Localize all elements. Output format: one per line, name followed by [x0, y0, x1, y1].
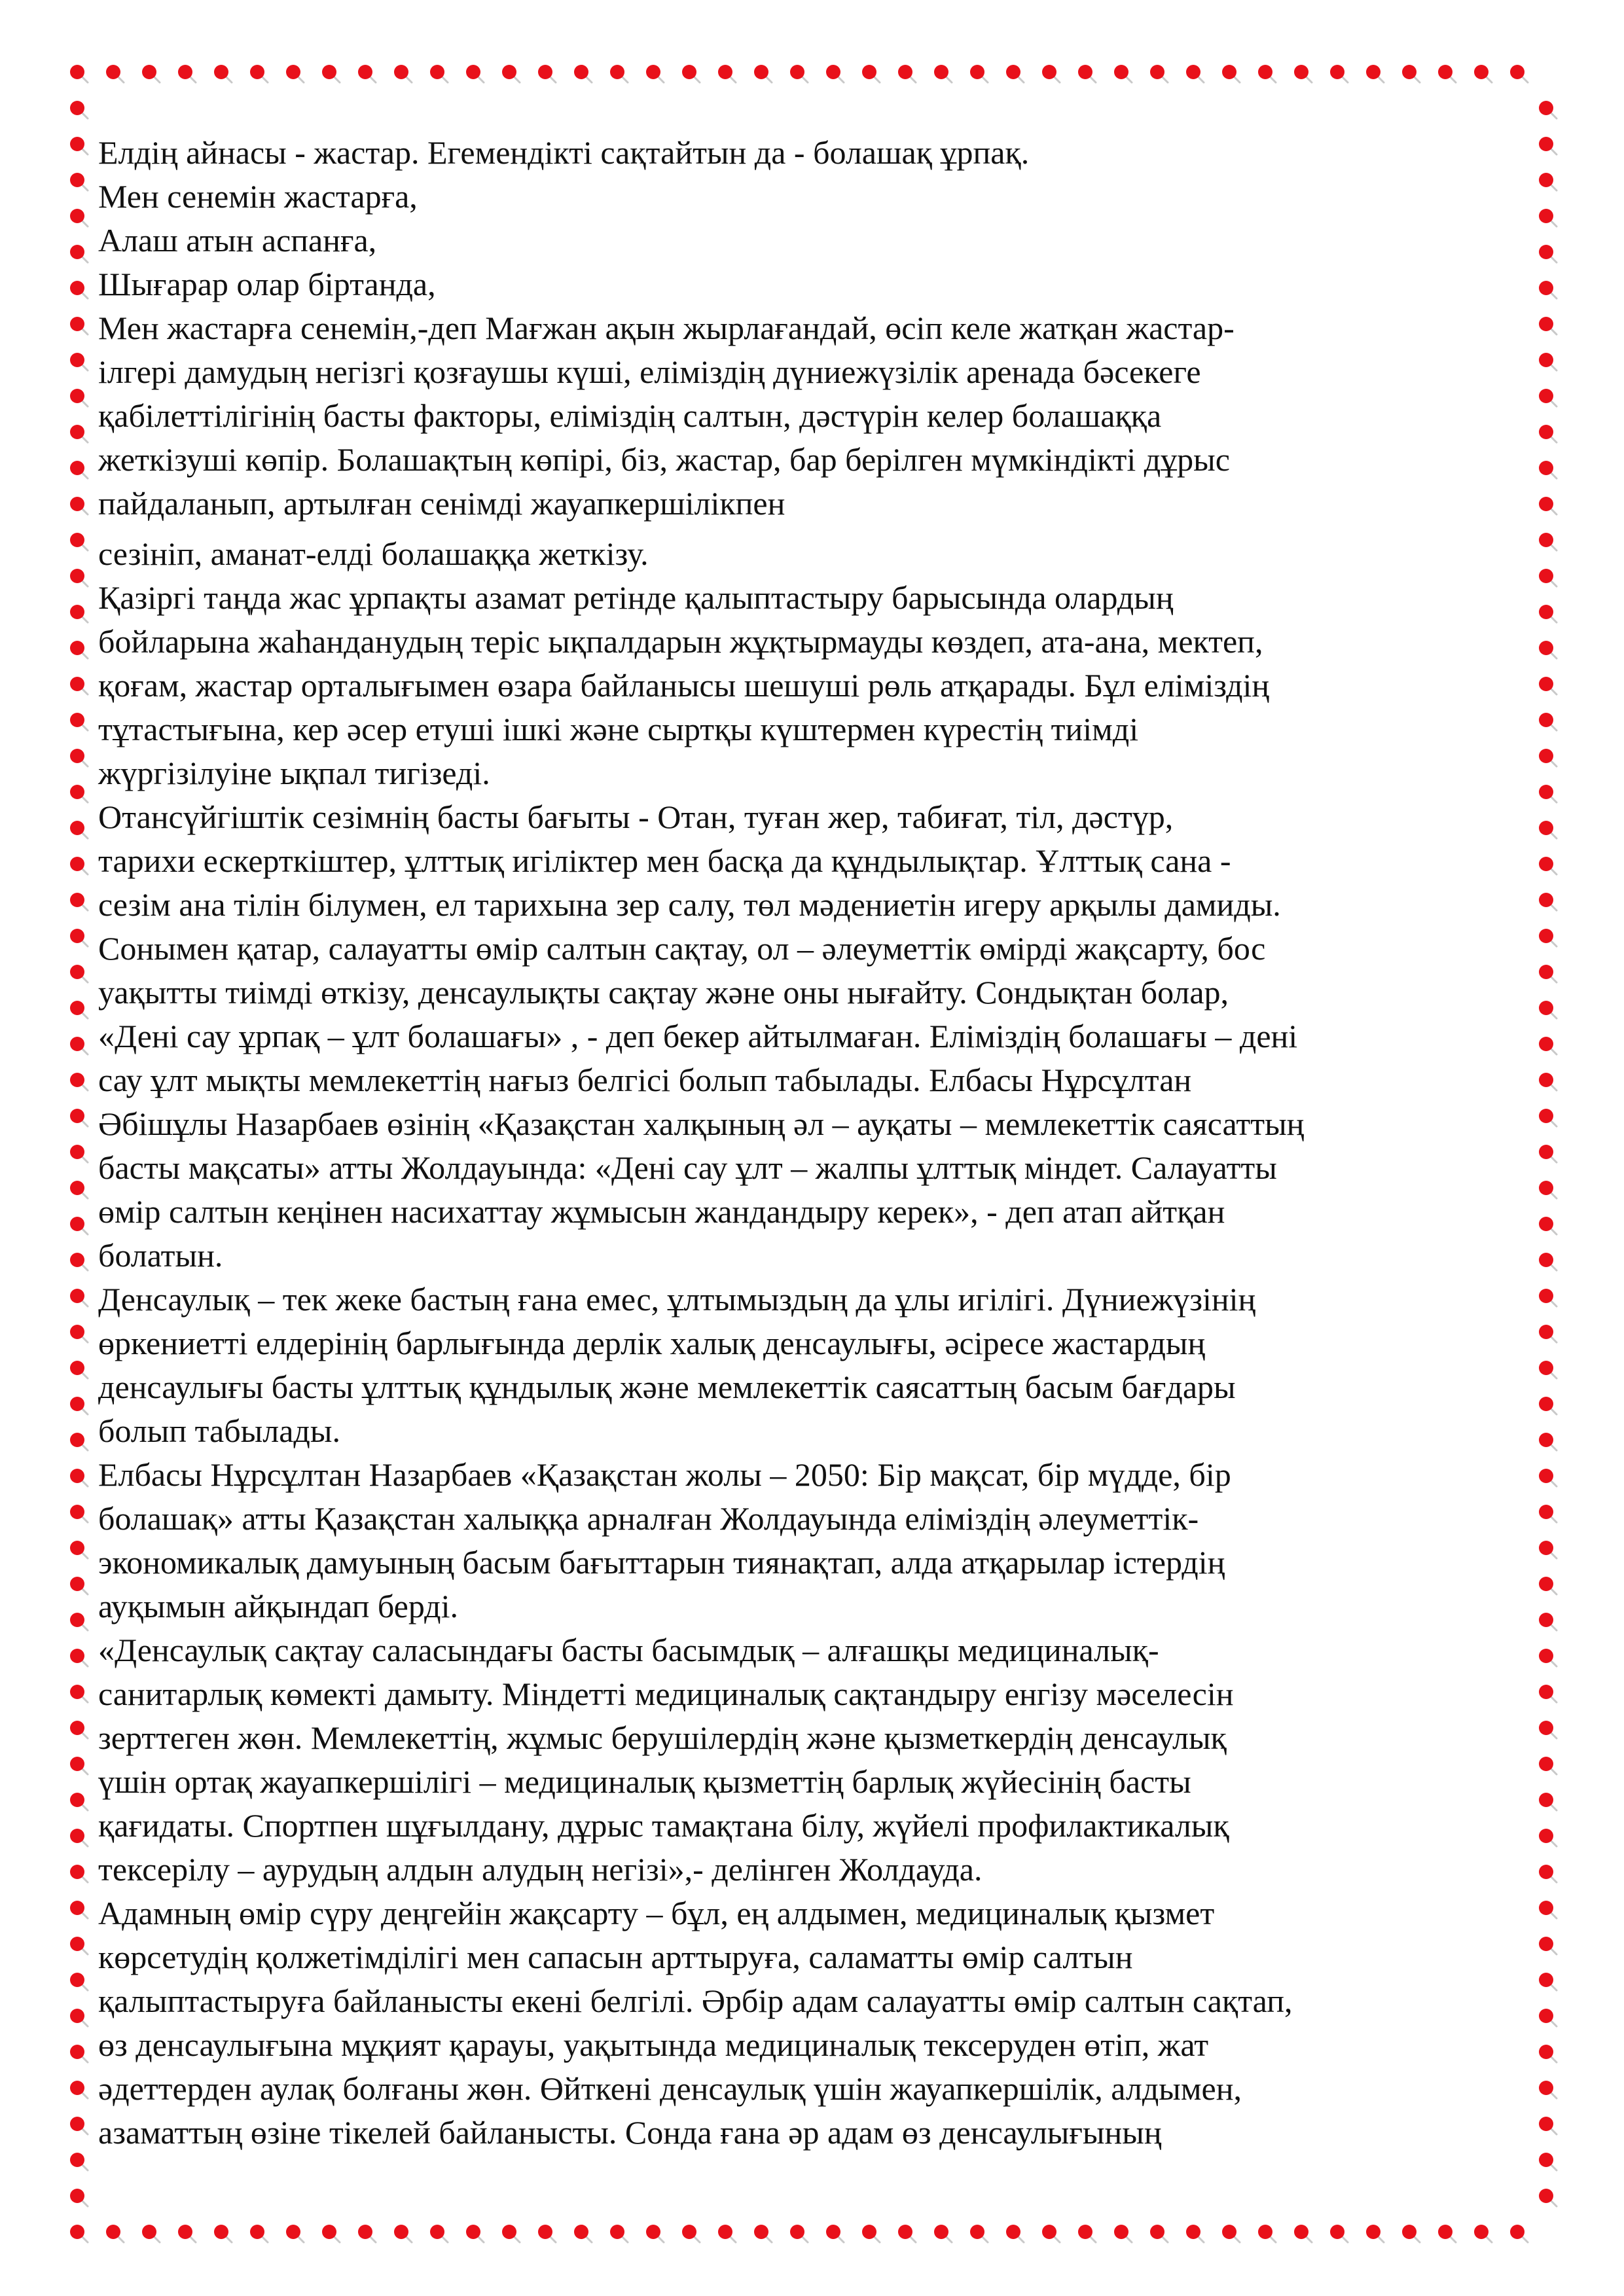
border-dot	[1114, 65, 1132, 82]
border-dot	[70, 641, 88, 658]
border-dot	[1539, 533, 1557, 550]
border-dot	[70, 461, 88, 478]
text-line: жеткізуші көпір. Болашақтың көпірі, біз, жастар, бар берілген мүмкіндікті дұрыс	[98, 441, 1230, 478]
border-dot	[1539, 1469, 1557, 1486]
border-dot	[70, 1145, 88, 1162]
border-dot	[70, 1289, 88, 1306]
border-dot	[898, 65, 916, 82]
border-dot	[502, 65, 520, 82]
border-dot	[70, 137, 88, 154]
border-dot	[646, 65, 664, 82]
border-dot	[70, 1829, 88, 1846]
border-dot	[1402, 65, 1420, 82]
border-dot	[1006, 65, 1024, 82]
border-dot	[70, 1505, 88, 1522]
border-dot	[1402, 2225, 1420, 2242]
border-dot	[1539, 749, 1557, 766]
border-dot	[1150, 2225, 1168, 2242]
border-dot	[1539, 929, 1557, 946]
border-dot	[70, 1685, 88, 1702]
text-line: сезім ана тілін білумен, ел тарихына зер салу, төл мәдениетін игеру арқылы дамиды.	[98, 886, 1281, 923]
border-dot	[1366, 65, 1384, 82]
border-dot	[70, 1037, 88, 1054]
text-line: Денсаулық – тек жеке бастың ғана емес, ұлтымыздың да ұлы игілігі. Дүниежүзінің	[98, 1281, 1256, 1318]
border-dot	[682, 65, 700, 82]
border-dot	[70, 2045, 88, 2062]
text-line: қалыптастыруға байланысты екені белгілі. Әрбір адам салауатты өмір салтын сақтап,	[98, 1982, 1293, 2019]
border-dot	[1539, 461, 1557, 478]
border-dot	[1539, 1541, 1557, 1558]
border-dot	[1510, 65, 1528, 82]
text-line: Мен жастарға сенемін,-деп Мағжан ақын жырлағандай, өсіп келе жатқан жастар-	[98, 310, 1235, 346]
text-line: өмір салтын кеңінен насихаттау жұмысын жандандыру керек», - деп атап айтқан	[98, 1193, 1225, 1230]
border-dot	[1042, 2225, 1060, 2242]
border-dot	[70, 1613, 88, 1630]
border-dot	[1222, 65, 1240, 82]
border-dot	[1539, 2117, 1557, 2134]
document-body	[98, 131, 1525, 2155]
border-dot	[466, 2225, 484, 2242]
border-dot	[1539, 2045, 1557, 2062]
text-line: Сонымен қатар, салауатты өмір салтын сақтау, ол – әлеуметтік өмірді жақсарту, бос	[98, 930, 1266, 967]
border-dot	[70, 2153, 88, 2170]
border-dot	[754, 65, 772, 82]
border-dot	[70, 1073, 88, 1090]
border-dot	[70, 1181, 88, 1198]
border-dot	[358, 2225, 376, 2242]
border-dot	[646, 2225, 664, 2242]
border-dot	[70, 1469, 88, 1486]
text-line: Алаш атын аспанға,	[98, 222, 377, 259]
border-dot	[1539, 893, 1557, 910]
border-dot	[1438, 65, 1456, 82]
border-dot	[502, 2225, 520, 2242]
border-dot	[1539, 1721, 1557, 1738]
text-line: экономикалық дамуының басым бағыттарын тиянақтап, алда атқарылар істердің	[98, 1544, 1225, 1581]
border-dot	[1150, 65, 1168, 82]
border-dot	[1539, 1685, 1557, 1702]
border-dot	[70, 1397, 88, 1414]
border-dot	[1539, 1829, 1557, 1846]
border-dot	[1330, 2225, 1348, 2242]
text-line: болашақ» атты Қазақстан халыққа арналған Жолдауында еліміздің әлеуметтік-	[98, 1500, 1199, 1537]
text-line: санитарлық көмекті дамыту. Міндетті медициналық сақтандыру енгізу мәселесін	[98, 1676, 1234, 1712]
border-dot	[70, 2009, 88, 2026]
border-dot	[70, 929, 88, 946]
border-dot	[1539, 173, 1557, 190]
border-dot	[70, 569, 88, 586]
text-line: Елдің айнасы - жастар. Егемендікті сақтайтын да - болашақ ұрпақ.	[98, 134, 1030, 171]
text-line: өркениетті елдерінің барлығында дерлік халық денсаулығы, әсіресе жастардың	[98, 1325, 1206, 1361]
border-dot	[1539, 353, 1557, 370]
border-dot	[1539, 245, 1557, 262]
border-dot	[70, 1361, 88, 1378]
text-line: тарихи ескерткіштер, ұлттық игіліктер мен басқа да құндылықтар. Ұлттық сана -	[98, 842, 1231, 879]
border-dot	[610, 2225, 628, 2242]
border-dot	[70, 2189, 88, 2206]
border-dot	[1539, 1505, 1557, 1522]
border-dot	[1539, 1865, 1557, 1882]
border-dot	[1539, 1325, 1557, 1342]
border-dot	[718, 2225, 736, 2242]
border-dot	[1539, 137, 1557, 154]
border-dot	[1539, 425, 1557, 442]
border-dot	[1006, 2225, 1024, 2242]
border-dot	[574, 65, 592, 82]
border-dot	[70, 1001, 88, 1018]
border-dot	[358, 65, 376, 82]
border-dot	[1539, 1217, 1557, 1234]
border-dot	[1539, 965, 1557, 982]
border-dot	[70, 1577, 88, 1594]
border-dot	[70, 1757, 88, 1774]
border-dot	[1539, 1109, 1557, 1126]
text-line: басты мақсаты» атты Жолдауында: «Дені сау ұлт – жалпы ұлттық міндет. Салауатты	[98, 1149, 1277, 1186]
border-dot	[1539, 713, 1557, 730]
border-dot	[70, 785, 88, 802]
border-dot	[1539, 497, 1557, 514]
text-line: сезініп, аманат-елді болашаққа жеткізу.	[98, 535, 649, 572]
border-dot	[574, 2225, 592, 2242]
border-dot	[1539, 2153, 1557, 2170]
border-dot	[70, 245, 88, 262]
text-line: денсаулығы басты ұлттық құндылық және мемлекеттік саясаттың басым бағдары	[98, 1369, 1236, 1405]
border-dot	[70, 317, 88, 334]
border-dot	[322, 2225, 340, 2242]
border-dot	[610, 65, 628, 82]
text-line: қоғам, жастар орталығымен өзара байланысы шешуші рөль атқарады. Бұл еліміздің	[98, 667, 1270, 704]
border-dot	[1258, 2225, 1276, 2242]
text-line: өз денсаулығына мұқият қарауы, уақытында медициналық тексеруден өтіп, жат	[98, 2026, 1209, 2063]
border-dot	[1539, 677, 1557, 694]
border-dot	[790, 65, 808, 82]
border-dot	[1186, 2225, 1204, 2242]
text-line: азаматтың өзіне тікелей байланысты. Сонда ғана әр адам өз денсаулығының	[98, 2114, 1162, 2151]
text-line: әдеттерден аулақ болғаны жөн. Өйткені денсаулық үшін жауапкершілік, алдымен,	[98, 2070, 1242, 2107]
text-line: ілгері дамудың негізгі қозғаушы күші, еліміздің дүниежүзілік аренада бәсекеге	[98, 353, 1201, 390]
border-dot	[70, 821, 88, 838]
border-dot	[70, 749, 88, 766]
border-dot	[1539, 605, 1557, 622]
border-dot	[70, 1217, 88, 1234]
border-dot	[1539, 2189, 1557, 2206]
border-dot	[70, 965, 88, 982]
border-dot	[826, 2225, 844, 2242]
text-line: Отансүйгіштік сезімнің басты бағыты - Отан, туған жер, табиғат, тіл, дәстүр,	[98, 798, 1174, 835]
border-dot	[682, 2225, 700, 2242]
border-dot	[1366, 2225, 1384, 2242]
border-dot	[1539, 1253, 1557, 1270]
text-line: тұтастығына, кер әсер етуші ішкі және сыртқы күштермен күрестің тиімді	[98, 711, 1139, 747]
border-dot	[1539, 821, 1557, 838]
border-dot	[898, 2225, 916, 2242]
border-dot	[250, 2225, 268, 2242]
border-dot	[934, 65, 952, 82]
border-dot	[1539, 1937, 1557, 1954]
border-dot	[826, 65, 844, 82]
border-dot	[1539, 389, 1557, 406]
text-line: болатын.	[98, 1237, 223, 1274]
border-dot	[934, 2225, 952, 2242]
border-dot	[70, 425, 88, 442]
border-dot	[70, 1973, 88, 1990]
border-dot	[1539, 1577, 1557, 1594]
border-dot	[1114, 2225, 1132, 2242]
border-dot	[70, 605, 88, 622]
border-dot	[1539, 1433, 1557, 1450]
border-dot	[70, 1649, 88, 1666]
border-dot	[1539, 1289, 1557, 1306]
border-dot	[70, 353, 88, 370]
border-dot	[1539, 1793, 1557, 1810]
border-dot	[178, 65, 196, 82]
border-dot	[322, 65, 340, 82]
border-dot	[1510, 2225, 1528, 2242]
border-dot	[70, 1865, 88, 1882]
border-dot	[466, 65, 484, 82]
border-dot	[1042, 65, 1060, 82]
border-dot	[1539, 2009, 1557, 2026]
border-dot	[1539, 641, 1557, 658]
border-dot	[1078, 65, 1096, 82]
border-dot	[70, 173, 88, 190]
border-dot	[286, 2225, 304, 2242]
border-dot	[106, 65, 124, 82]
text-line: болып табылады.	[98, 1412, 340, 1449]
border-dot	[250, 65, 268, 82]
text-line: Адамның өмір сүру деңгейін жақсарту – бұл, ең алдымен, медициналық қызмет	[98, 1895, 1215, 1931]
border-dot	[214, 65, 232, 82]
border-dot	[430, 65, 448, 82]
border-dot	[70, 893, 88, 910]
border-dot	[214, 2225, 232, 2242]
border-dot	[1539, 857, 1557, 874]
border-dot	[1539, 785, 1557, 802]
border-dot	[1330, 65, 1348, 82]
border-dot	[178, 2225, 196, 2242]
border-dot	[70, 857, 88, 874]
border-dot	[1186, 65, 1204, 82]
text-line: уақытты тиімді өткізу, денсаулықты сақтау және оны нығайту. Сондықтан болар,	[98, 974, 1229, 1011]
border-dot	[70, 677, 88, 694]
border-dot	[538, 2225, 556, 2242]
border-dot	[70, 1325, 88, 1342]
border-dot	[70, 1721, 88, 1738]
border-dot	[1539, 281, 1557, 298]
border-dot	[286, 65, 304, 82]
border-dot	[70, 65, 88, 82]
text-line: ауқымын айқындап берді.	[98, 1588, 458, 1624]
border-dot	[1539, 1001, 1557, 1018]
border-dot	[70, 1901, 88, 1918]
text-line: бойларына жаһанданудың теріс ықпалдарын жұқтырмауды көздеп, ата-ана, мектеп,	[98, 623, 1263, 660]
text-line: «Дені сау ұрпақ – ұлт болашағы» , - деп бекер айтылмаған. Еліміздің болашағы – дені	[98, 1018, 1298, 1054]
border-dot	[718, 65, 736, 82]
text-line: зерттеген жөн. Мемлекеттің, жұмыс берушілердің және қызметкердің денсаулық	[98, 1719, 1227, 1756]
text-line: сау ұлт мықты мемлекеттің нағыз белгісі болып табылады. Елбасы Нұрсұлтан	[98, 1062, 1192, 1098]
border-dot	[70, 533, 88, 550]
border-dot	[1539, 317, 1557, 334]
border-dot	[70, 209, 88, 226]
border-dot	[70, 2225, 88, 2242]
text-line: Шығарар олар біртанда,	[98, 266, 436, 302]
border-dot	[1539, 1901, 1557, 1918]
border-dot	[1539, 209, 1557, 226]
border-dot	[1474, 65, 1492, 82]
border-dot	[1539, 1613, 1557, 1630]
border-dot	[1539, 1973, 1557, 1990]
border-dot	[754, 2225, 772, 2242]
border-dot	[1438, 2225, 1456, 2242]
border-dot	[1539, 1181, 1557, 1198]
text-line: «Денсаулық сақтау саласындағы басты басымдық – алғашқы медициналық-	[98, 1632, 1159, 1668]
border-dot	[142, 65, 160, 82]
border-dot	[70, 2117, 88, 2134]
text-line: Әбішұлы Назарбаев өзінің «Қазақстан халқының әл – ауқаты – мемлекеттік саясаттың	[98, 1105, 1305, 1142]
text-line: үшін ортақ жауапкершілігі – медициналық қызметтің барлық жүйесінің басты	[98, 1763, 1191, 1800]
border-dot	[1539, 2081, 1557, 2098]
text-line: Елбасы Нұрсұлтан Назарбаев «Қазақстан жолы – 2050: Бір мақсат, бір мүдде, бір	[98, 1456, 1231, 1493]
border-dot	[70, 389, 88, 406]
border-dot	[1474, 2225, 1492, 2242]
text-line: Мен сенемін жастарға,	[98, 178, 418, 215]
border-dot	[70, 281, 88, 298]
border-dot	[1078, 2225, 1096, 2242]
border-dot	[70, 1937, 88, 1954]
border-dot	[1258, 65, 1276, 82]
border-dot	[1539, 1361, 1557, 1378]
border-dot	[862, 2225, 880, 2242]
border-dot	[1539, 1397, 1557, 1414]
border-dot	[70, 1793, 88, 1810]
border-dot	[862, 65, 880, 82]
border-dot	[1539, 1757, 1557, 1774]
border-dot	[70, 1541, 88, 1558]
border-dot	[1539, 1649, 1557, 1666]
text-line: пайдаланып, артылған сенімді жауапкершілікпен	[98, 485, 785, 522]
border-dot	[142, 2225, 160, 2242]
border-dot	[970, 2225, 988, 2242]
text-line: қағидаты. Спортпен шұғылдану, дұрыс тамақтана білу, жүйелі профилактикалық	[98, 1807, 1229, 1844]
border-dot	[106, 2225, 124, 2242]
border-dot	[1294, 2225, 1312, 2242]
border-dot	[1294, 65, 1312, 82]
border-dot	[790, 2225, 808, 2242]
border-dot	[70, 1109, 88, 1126]
border-dot	[1222, 2225, 1240, 2242]
border-dot	[1539, 1073, 1557, 1090]
border-dot	[70, 497, 88, 514]
border-dot	[1539, 1037, 1557, 1054]
border-dot	[70, 2081, 88, 2098]
text-line: қабілеттілігінің басты факторы, еліміздің салтын, дәстүрін келер болашаққа	[98, 397, 1162, 434]
border-dot	[538, 65, 556, 82]
border-dot	[70, 101, 88, 118]
text-line: жүргізілуіне ықпал тигізеді.	[98, 755, 490, 791]
border-dot	[1539, 101, 1557, 118]
text-line: Қазіргі таңда жас ұрпақты азамат ретінде қалыптастыру барысында олардың	[98, 579, 1174, 616]
border-dot	[1539, 569, 1557, 586]
text-line: тексерілу – аурудың алдын алудың негізі»,- делінген Жолдауда.	[98, 1851, 983, 1888]
border-dot	[430, 2225, 448, 2242]
border-dot	[70, 1433, 88, 1450]
border-dot	[1539, 1145, 1557, 1162]
border-dot	[70, 713, 88, 730]
border-dot	[70, 1253, 88, 1270]
border-dot	[394, 65, 412, 82]
text-line: көрсетудің қолжетімділігі мен сапасын арттыруға, саламатты өмір салтын	[98, 1939, 1133, 1975]
border-dot	[970, 65, 988, 82]
border-dot	[394, 2225, 412, 2242]
